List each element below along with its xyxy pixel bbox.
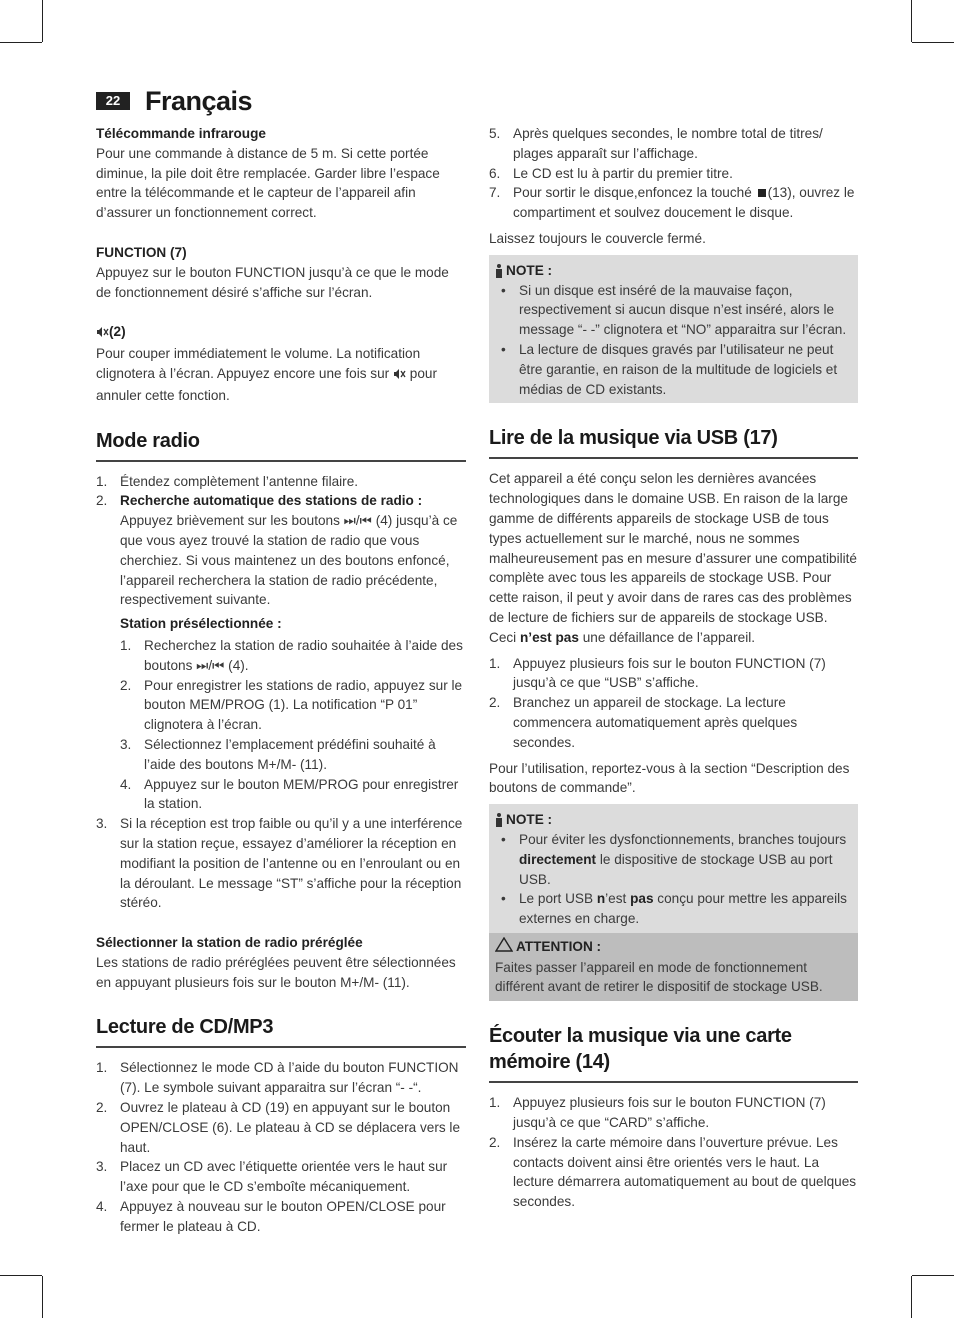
info-icon (495, 813, 503, 827)
usb-reference: Pour l’utilisation, reportez-vous à la section “Description des boutons de commande”. (489, 760, 850, 796)
crop-mark (42, 0, 43, 42)
list-item: 2. Insérez la carte mémoire dans l’ouverture prévue. Les contacts doivent ainsi être orientés vers le haut. La lecture démarrera automatiquement au bout de quelques secondes. (489, 1134, 857, 1210)
list-item: 3. Placez un CD avec l’étiquette orientée vers le haut sur l’axe pour que le CD s’emboîte mécaniquement. (96, 1159, 448, 1195)
list-item: 2. Recherche automatique des stations de radio : Appuyez brièvement sur les boutons ⏭/⏮ (4) jusqu’à ce que vous ayez trouvé la station de radio que vous cherchiez. Si vous maintenez un des boutons enfoncé, l’appareil recherchera la station de radio précédente, respectivement suivante. Station présélectionnée : 1. Recherchez la station de radio souhaitée à l’aide des boutons ⏭/⏮ (4). 2. Pour enregistrer les stations de radio, appuyez sur le bouton MEM/PROG (1). La notification “P 01” clignotera à l’écran. 3. Sélectionnez l’emplacement prédéfini souhaité à l’aide des boutons M+/M- (11). 4. Appuyez sur le bouton MEM/PROG pour enregistrer la station. (96, 491, 466, 814)
info-icon (495, 264, 503, 278)
left-column (96, 124, 466, 1237)
cd-list-continued (489, 124, 858, 223)
attention-box: ATTENTION : Faites passer l’appareil en mode de fonctionnement différent avant de retirer le dispositif de stockage USB. (489, 933, 858, 1001)
list-item: 2. Branchez un appareil de stockage. La lecture commencera automatiquement après quelques secondes. (489, 695, 798, 750)
preset-select-heading: Sélectionner la station de radio préréglée (96, 935, 363, 951)
section-title-usb: Lire de la musique via USB (17) (489, 425, 858, 459)
note-list (495, 830, 850, 929)
list-item: • La lecture de disques gravés par l’utilisateur ne peut être garantie, en raison de la multitude de logiciels et médias de CD existants. (501, 341, 838, 397)
mute-text: Pour couper immédiatement le volume. La notification clignotera à l’écran. Appuyez encore une fois sur pour annuler cette fonction. (96, 346, 437, 403)
list-item: 4. Appuyez sur le bouton MEM/PROG pour enregistrer la station. (120, 776, 459, 812)
stop-icon (758, 189, 766, 197)
section-title-cd: Lecture de CD/MP3 (96, 1014, 466, 1048)
list-item: • Le port USB n’est pas conçu pour mettre les appareils externes en charge. (501, 891, 847, 927)
crop-mark (912, 42, 954, 43)
radio-list (96, 472, 466, 914)
remote-text: Pour une commande à distance de 5 m. Si cette portée diminue, la pile doit être remplacée. Garder libre l’espace entre la télécommande et le capteur de l’appareil afin d’assurer un fonctionnement correct. (96, 145, 440, 221)
note-list (495, 281, 850, 400)
crop-mark (911, 0, 912, 42)
note-box: NOTE : • Pour éviter les dysfonctionnements, branches toujours directement le dispositive de stockage USB au port USB. • Le port USB n’est pas conçu pour mettre les appareils externes en charge. (489, 804, 858, 933)
preset-select-text: Les stations de radio préréglées peuvent être sélectionnées en appuyant plusieurs fois sur le bouton M+/M- (11). (96, 954, 456, 990)
warning-icon (495, 937, 513, 958)
mute-icon (96, 324, 109, 344)
cover-closed-text: Laissez toujours le couvercle fermé. (489, 230, 706, 246)
usb-list (489, 654, 858, 753)
right-column (489, 124, 858, 1212)
section-title-radio: Mode radio (96, 428, 466, 462)
page-number: 22 (96, 92, 130, 110)
list-item: 5. Après quelques secondes, le nombre total de titres/ plages apparaît sur l’affichage. (489, 126, 823, 161)
list-item: • Si un disque est inséré de la mauvaise façon, respectivement si aucun disque n’est inséré, alors le message “- -” clignotera et “NO” apparaitra sur l’écran. (501, 282, 847, 338)
preset-heading: Station présélectionnée : (120, 616, 282, 632)
usb-intro: Cet appareil a été conçu selon les dernières avancées technologiques dans le domaine USB. En raison de la large gamme de différents appareils de stockage USB de tous types actuellement sur le marché, nous ne sommes malheureusement pas en mesure d’assurer une compatibilité complète avec tous les appareils de stockage USB. Pour cette raison, il peut y avoir dans de rares cas des problèmes de lecture de fichiers sur de appareils de stockage USB. Ceci n’est pas une défaillance de l’appareil. (489, 471, 857, 645)
attention-text: Faites passer l’appareil en mode de fonctionnement différent avant de retirer le dispositif de stockage USB. (495, 959, 823, 995)
crop-mark (42, 1276, 43, 1318)
crop-mark (0, 42, 42, 43)
list-item: 1. Étendez complètement l’antenne filaire. (96, 473, 359, 489)
list-item: 3. Si la réception est trop faible ou qu’il y a une interférence sur la station reçue, essayez d’améliorer la réception en modifiant la position de l’antenne ou en l’enroulant ou en la déroulant. Le message “ST” s’affiche pour la réception stéréo. (96, 816, 463, 911)
list-item: 3. Sélectionnez l’emplacement prédéfini souhaité à l’aide des boutons M+/M- (11). (120, 736, 436, 772)
crop-mark (0, 1275, 42, 1276)
list-item: • Pour éviter les dysfonctionnements, branches toujours directement le dispositive de stockage USB au port USB. (501, 831, 847, 887)
function-heading: FUNCTION (7) (96, 244, 187, 260)
list-item: 1. Recherchez la station de radio souhaitée à l’aide des boutons ⏭/⏮ (4). (120, 637, 463, 673)
preset-list (120, 636, 466, 814)
mute-heading: (2) (96, 322, 466, 344)
cd-list (96, 1058, 466, 1236)
list-item: 1. Appuyez plusieurs fois sur le bouton FUNCTION (7) jusqu’à ce que “CARD” s’affiche. (489, 1095, 826, 1131)
remote-heading: Télécommande infrarouge (96, 126, 266, 141)
section-title-card: Écouter la musique via une carte mémoire (14) (489, 1023, 858, 1083)
card-list (489, 1093, 858, 1212)
list-item: 7. Pour sortir le disque,enfoncez la touché (13), ouvrez le compartiment et soulvez doucement le disque. (489, 185, 855, 221)
page-title: Français (145, 86, 253, 116)
list-item: 1. Appuyez plusieurs fois sur le bouton FUNCTION (7) jusqu’à ce que “USB” s’affiche. (489, 655, 826, 691)
mute-icon (393, 366, 406, 386)
crop-mark (911, 1276, 912, 1318)
skip-buttons-icon: ⏭/⏮ (343, 513, 372, 529)
list-item: 6. Le CD est lu à partir du premier titre. (489, 165, 733, 181)
skip-buttons-icon: ⏭/⏮ (196, 657, 225, 673)
list-item: 2. Ouvrez le plateau à CD (19) en appuyant sur le bouton OPEN/CLOSE (6). Le plateau à CD se déplacera vers le haut. (96, 1100, 461, 1155)
list-item: 1. Sélectionnez le mode CD à l’aide du bouton FUNCTION (7). Le symbole suivant apparaitra sur l’écran “- -“. (96, 1060, 459, 1096)
list-item: 4. Appuyez à nouveau sur le bouton OPEN/CLOSE pour fermer le plateau à CD. (96, 1199, 446, 1234)
crop-mark (912, 1275, 954, 1276)
note-box: NOTE : • Si un disque est inséré de la mauvaise façon, respectivement si aucun disque n’est inséré, alors le message “- -” clignotera et “NO” apparaitra sur l’écran. • La lecture de disques gravés par l’utilisateur ne peut être garantie, en raison de la multitude de logiciels et médias de CD existants. (489, 255, 858, 404)
list-item: 2. Pour enregistrer les stations de radio, appuyez sur le bouton MEM/PROG (1). La notification “P 01” clignotera à l’écran. (120, 677, 463, 733)
function-text: Appuyez sur le bouton FUNCTION jusqu’à ce que le mode de fonctionnement désiré s’affiche sur l’écran. (96, 264, 449, 300)
